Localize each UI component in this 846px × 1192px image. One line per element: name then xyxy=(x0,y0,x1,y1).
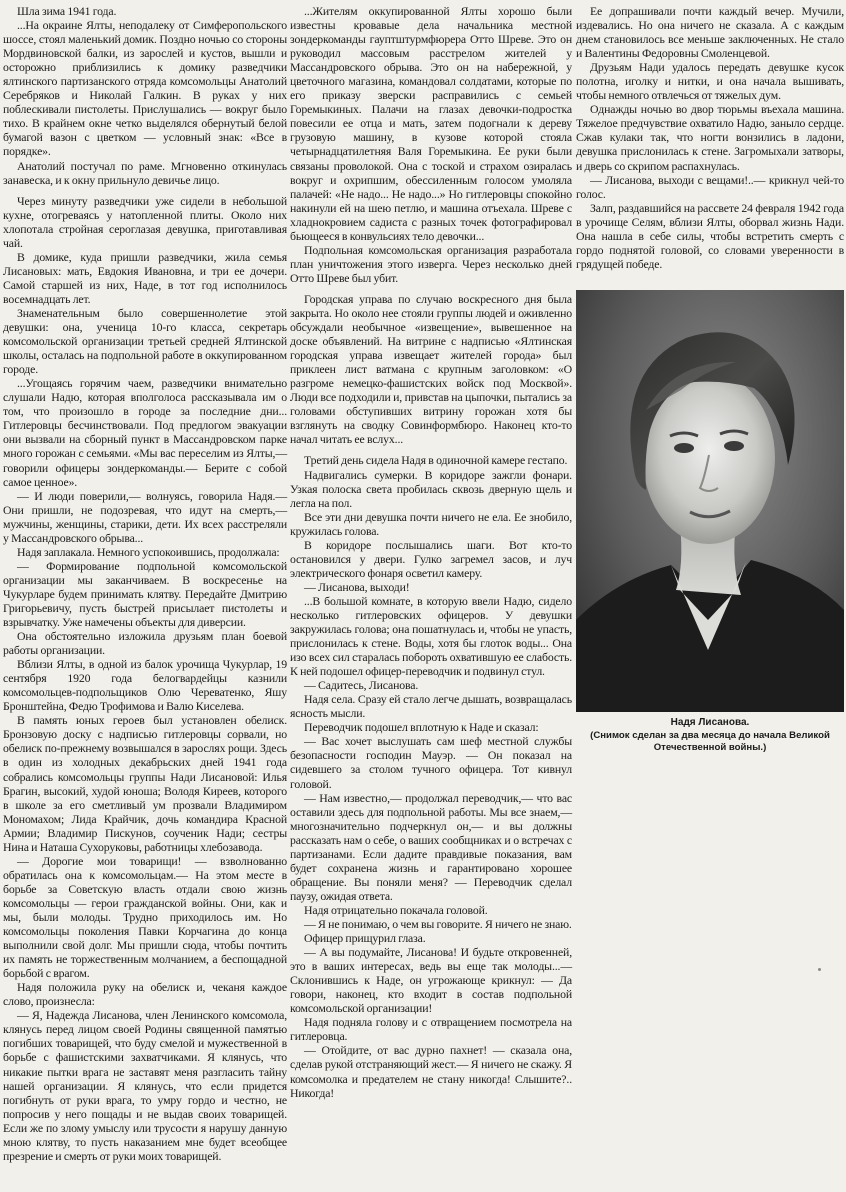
article-paragraph: Знаменательным было совершеннолетие этой девушки: она, ученица 10-го класса, секретарь комсомольской организации третьей средней Ялтинской школы, осталась на подпольной работе в оккупированном городе. xyxy=(3,305,287,377)
article-paragraph: В коридоре послышались шаги. Вот кто-то остановился у двери. Гулко загремел засов, и луч электрического фонаря осветил камеру. xyxy=(290,537,572,580)
article-paragraph: Шла зима 1941 года. xyxy=(17,4,117,18)
article-paragraph: В память юных героев был установлен обелиск. Бронзовую доску с надписью гитлеровцы сорвали, но обелиск по-прежнему возвышался в зарослях рощи. Здесь в один из холодных декабрьских дней 1941 года собрались комсомольцы группы Нади Лисановой: Илья Брагин, высокий, худой юноша; Володя Киреев, которого в школе за его сметливый ум прозвали Владимиром Мономахом; Лида Крайчик, дочь командира Красной Армии; Владимир Пискунов, соученик Нади; сестры Нина и Наташа Сухоруковы, работницы хлебозавода. xyxy=(3,713,287,854)
article-paragraph: Надя положила руку на обелиск и, чеканя каждое слово, произнесла: xyxy=(3,980,287,1009)
article-paragraph: ...На окраине Ялты, неподалеку от Симферопольского шоссе, стоял маленький домик. Поздно ночью со стороны Мордвиновской балки, из зарослей и кустов, вышли и осторожно приблизились к домику разведчики ялтинского партизанского отряда комсомольцы Анатолий Серебряков и Николай Галкин. В руках у них поблескивали пистолеты. Прислушались — вокруг было тихо. В крайнем окне четко выделялся обернутый белой бумагой вазон с цветком — условный знак: «Все в порядке». xyxy=(3,18,287,159)
article-paragraph: Надя подняла голову и с отвращением посмотрела на гитлеровца. xyxy=(290,1015,572,1044)
article-paragraph: — Формирование подпольной комсомольской организации мы заканчиваем. В воскресенье на Чукурларе будем принимать клятву. Передайте Дмитрию Григорьевичу, пусть быстрей присылает пистолеты и взрывчатку. Уже намечены объекты для диверсии. xyxy=(3,558,287,630)
article-paragraph: — Я, Надежда Лисанова, член Ленинского комсомола, клянусь перед лицом своей Родины священной памятью погибших товарищей, что буду смелой и мужественной в борьбе с фашистскими захватчиками. Я клянусь, что никакие пытки врага не заставят меня разгласить тайну нашей организации. Я клянусь, что если придется погибнуть от руки врага, то умру гордо и честно, не попросив у него пощады и не выдав своих товарищей. Если же по злому умыслу или трусости я нарушу данную мною клятву, то пусть наказанием мне будет всеобщее презрение и смерть от руки моих товарищей. xyxy=(3,1008,287,1163)
article-paragraph: Через минуту разведчики уже сидели в небольшой кухне, отогреваясь у натопленной плиты. Около них хлопотала стройная сероглазая девушка, приготавливая чай. xyxy=(3,193,287,250)
article-paragraph: ...В большой комнате, в которую ввели Надю, сидело несколько гитлеровских офицеров. У девушки закружилась голова; она пошатнулась и, чтобы не упасть, прислонилась к стене. Воды, хотя бы глоток воды... Она изо всех сил старалась побороть охватившую ее слабость. К ней подошел офицер-переводчик и подвинул стул. xyxy=(290,593,572,679)
article-paragraph: ...Жителям оккупированной Ялты хорошо были известны кровавые дела начальника местной зондеркоманды гауптштурмфюрера Отто Шреве. Это он руководил массовым расстрелом жителей у Массандровского обрыва. Это он на набережной, у цветочного магазина, командовал солдатами, которые по его приказу зверски расправились с семьей Горемыкиных. Палачи на глазах девочки-подростка повесили ее отца и мать, затем подогнали к дереву грузовую машину, в кузове которой стояла четырнадцатилетняя Валя Горемыкина. Ее руки были связаны проволокой. Она с тоской и страхом озиралась вокруг и охрипшим, обессиленным голосом умоляла палачей: «Не надо... Не надо...» Но гитлеровцы спокойно накинули ей на шею петлю, и машина отъехала. Шреве с хладнокровием садиста с разных точек фотографировал бьющееся в конвульсиях тело девочки... xyxy=(290,4,572,243)
article-column-3 xyxy=(576,4,844,271)
article-paragraph: Анатолий постучал по раме. Мгновенно откинулась занавеска, и к окну прильнуло девичье лицо. xyxy=(3,158,287,187)
article-paragraph: — Лисанова, выходи! xyxy=(304,579,410,594)
article-paragraph: ...Угощаясь горячим чаем, разведчики внимательно слушали Надю, которая вполголоса рассказывала им о том, что произошло в городе за последние дни... Гитлеровцы бесчинствовали. Под предлогом эвакуации они вызвали на сборный пункт в Массандровском парке много горожан с семьями. «Мы вас переселим из Ялты,— говорили офицеры зондеркоманды.— Берите с собой самое ценное». xyxy=(3,376,287,489)
photo-caption xyxy=(576,716,844,753)
article-paragraph: Друзьям Нади удалось передать девушке кусок полотна, иголку и нитки, и она начала вышивать, чтобы немного отвлечься от тяжелых дум. xyxy=(576,60,844,103)
article-paragraph: Надя отрицательно покачала головой. xyxy=(304,902,488,917)
article-paragraph: — Нам известно,— продолжал переводчик,— что вас оставили здесь для подпольной работы. Мы все знаем,— многозначительно подчеркнул он,— и вы должны рассказать нам о себе, о ваших сообщниках и о встречах с партизанами. Если дадите правдивые показания, вам будет сохранена жизнь и гарантировано хорошее обращение. Вы поняли меня? — Переводчик сделал паузу, ожидая ответа. xyxy=(290,790,572,903)
article-paragraph: Офицер прищурил глаза. xyxy=(304,931,426,946)
article-paragraph: В домике, куда пришли разведчики, жила семья Лисановых: мать, Евдокия Ивановна, и три ее дочери. Самой старшей из них, Наде, в тот год исполнилось восемнадцать лет. xyxy=(3,249,287,306)
article-paragraph: — Я не понимаю, о чем вы говорите. Я ничего не знаю. xyxy=(304,917,572,931)
article-paragraph: Городская управа по случаю воскресного дня была закрыта. Но около нее стояли группы людей и оживленно обсуждали необычное «извещение», вывешенное на доске объявлений. На витрине с надписью «Ялтинская городская управа извещает жителей города» был приклеен лист ватмана с крупным заголовком: «О разгроме немецко-фашистских войск под Москвой». Люди все подходили и, привстав на цыпочки, пытались за головами обступивших витрину горожан хотя бы взглянуть на сводку Совинформбюро. Наконец кто-то начал читать ее вслух... xyxy=(290,291,572,447)
article-paragraph: Третий день сидела Надя в одиночной камере гестапо. xyxy=(304,453,568,468)
article-paragraph: Залп, раздавшийся на рассвете 24 февраля 1942 года в урочище Селям, вблизи Ялты, оборвал жизнь Нади. Она нашла в себе силы, чтобы встретить смерть с гордо поднятой головой, со словами уверенности в грядущей победе. xyxy=(576,200,844,271)
caption-note: (Снимок сделан за два месяца до начала Великой Отечественной войны.) xyxy=(590,730,830,753)
article-paragraph: — И люди поверили,— волнуясь, говорила Надя.— Они пришли, не подозревая, что идут на смерть,— мужчины, женщины, старики, дети. Их всех расстреляли у Массандровского обрыва... xyxy=(3,488,287,545)
article-paragraph: Вблизи Ялты, в одной из балок урочища Чукурлар, 19 сентября 1920 года белогвардейцы казнили комсомольцев-подпольщиков Олю Череватенко, Яшу Бронштейна, Федю Трофимова и Валю Киселева. xyxy=(3,657,287,714)
article-paragraph: — Вас хочет выслушать сам шеф местной службы безопасности господин Мауэр. — Он показал на сидевшего за столом тучного офицера. Тот кивнул головой. xyxy=(290,734,572,791)
article-column-2 xyxy=(290,4,572,1100)
article-paragraph: Подпольная комсомольская организация разработала план уничтожения этого изверга. Через несколько дней Отто Шреве был убит. xyxy=(290,242,572,285)
article-paragraph: Надя села. Сразу ей стало легче дышать, возвращалась ясность мысли. xyxy=(290,692,572,721)
print-speck xyxy=(818,968,821,971)
article-paragraph: Она обстоятельно изложила друзьям план боевой работы организации. xyxy=(3,629,287,658)
caption-name: Надя Лисанова. xyxy=(670,717,750,728)
article-paragraph: Однажды ночью во двор тюрьмы въехала машина. Тяжелое предчувствие охватило Надю, заныло сердце. Сжав кулаки так, что ногти вонзились в ладони, девушка прислонилась к стене. Загромыхали затворы, и дверь со скрипом распахнулась. xyxy=(576,102,844,173)
article-paragraph: — Дорогие мои товарищи! — взволнованно обратилась она к комсомольцам.— На этом месте в борьбе за Советскую власть отдали свою жизнь комсомольцы — герои гражданской войны. Они, как и мы, были молоды. Трудно приходилось им. Но комсомольцы поколения Павки Корчагина до конца выполнили свой долг. Мы пришли сюда, чтобы почтить их память не торжественным молчанием, а беспощадной борьбой с врагом. xyxy=(3,853,287,981)
article-paragraph: — Садитесь, Лисанова. xyxy=(304,678,419,693)
article-paragraph: — А вы подумайте, Лисанова! И будьте откровенней, это в ваших интересах, ведь вы еще так молоды...— Склонившись к Наде, он угрожающе крикнул: — Да говори, наконец, кто входит в состав подпольной комсомольской организации! xyxy=(290,945,572,1016)
article-paragraph: Надвигались сумерки. В коридоре зажгли фонари. Узкая полоска света пробилась сквозь дверную щель и легла на пол. xyxy=(290,467,572,510)
article-paragraph: Ее допрашивали почти каждый вечер. Мучили, издевались. Но она ничего не сказала. А с каждым днем становилось все меньше заключенных. Не стало и Валентины Федоровны Смоленцевой. xyxy=(576,4,844,61)
article-paragraph: — Лисанова, выходи с вещами!..— крикнул чей-то голос. xyxy=(576,172,844,201)
article-paragraph: — Отойдите, от вас дурно пахнет! — сказала она, сделав рукой отстраняющий жест.— Я ничего не скажу. Я комсомолка и предателем не стану никогда! Слышите?.. Никогда! xyxy=(290,1043,572,1100)
article-paragraph: Переводчик подошел вплотную к Наде и сказал: xyxy=(304,720,539,735)
article-column-1 xyxy=(3,4,287,1163)
article-paragraph: Все эти дни девушка почти ничего не ела. Ее знобило, кружилась голова. xyxy=(290,509,572,538)
portrait-photo xyxy=(576,290,844,712)
article-paragraph: Надя заплакала. Немного успокоившись, продолжала: xyxy=(17,544,280,559)
